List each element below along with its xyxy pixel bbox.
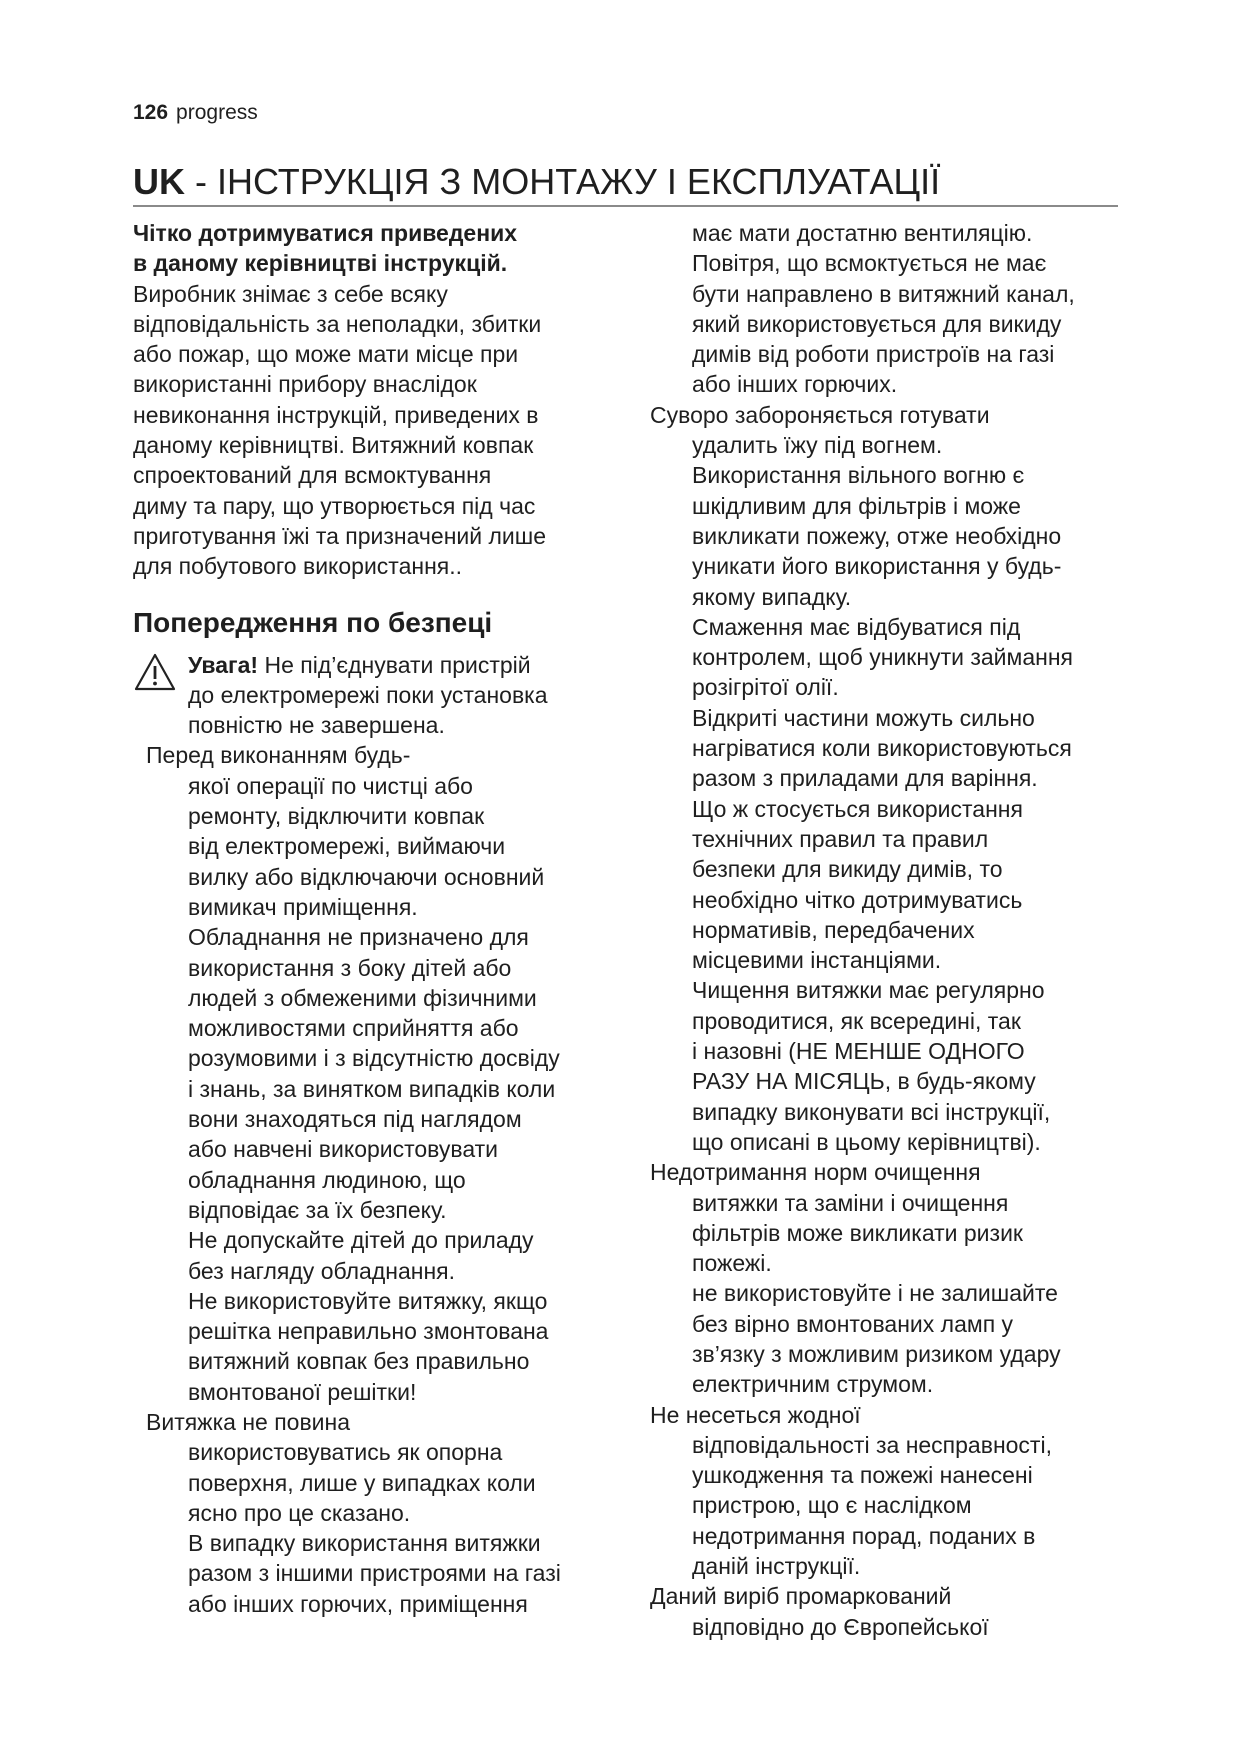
text-line: спроектований для всмоктування — [133, 462, 492, 489]
safety-paragraph — [650, 1581, 1120, 1642]
text-line: ушкодження та пожежі нанесені — [692, 1462, 1033, 1489]
text-line: або інших горючих. — [692, 371, 898, 398]
safety-paragraph — [146, 1286, 603, 1407]
text-line: можливостями сприйняття або — [188, 1015, 519, 1042]
language-code: UK — [133, 161, 185, 202]
text-line: і назовні (НЕ МЕНШЕ ОДНОГО — [692, 1038, 1025, 1065]
text-line: Що ж стосується використання — [692, 795, 1023, 822]
text-line: від електромережі, виймаючи — [188, 833, 506, 860]
text-line: Не несеться жодної — [650, 1401, 861, 1428]
text-line: зв’язку з можливим ризиком удару — [692, 1340, 1061, 1367]
safety-paragraph — [650, 703, 1120, 794]
text-line: необхідно чітко дотримуватись — [692, 886, 1023, 913]
text-line: вилку або відключаючи основний — [188, 863, 545, 890]
text-line: разом з іншими пристроями на газі — [188, 1560, 561, 1587]
safety-paragraph — [146, 1225, 603, 1286]
text-line: має мати достатню вентиляцію. — [692, 220, 1033, 246]
text-line: решітка неправильно змонтована — [188, 1318, 549, 1345]
text-line: в даному керівництві інструкцій. — [133, 250, 508, 277]
safety-paragraph — [146, 922, 603, 1225]
text-line: ремонту, відключити ковпак — [188, 803, 485, 830]
text-line: викликати пожежу, отже необхідно — [692, 522, 1062, 549]
page-header — [133, 100, 258, 126]
right-column — [650, 218, 1120, 1642]
text-line: пристрою, що є наслідком — [692, 1492, 972, 1519]
text-line: Обладнання не призначено для — [188, 924, 529, 951]
text-line: шкідливим для фільтрів і може — [692, 492, 1021, 519]
text-line: людей з обмеженими фізичними — [188, 984, 537, 1011]
text-line: Даний виріб промаркований — [650, 1583, 952, 1610]
safety-paragraph — [650, 612, 1120, 703]
text-line: якої операції по чистці або — [188, 772, 473, 799]
text-line: даній інструкції. — [692, 1553, 861, 1580]
text-line: бути направлено в витяжний канал, — [692, 280, 1075, 307]
text-line: недотримання порад, поданих в — [692, 1522, 1036, 1549]
text-line: вмонтованої решітки! — [188, 1378, 417, 1405]
text-line: нормативів, передбачених — [692, 916, 975, 943]
intro-bold — [133, 218, 603, 279]
text-line: Використання вільного вогню є — [692, 462, 1025, 489]
text-line: витяжки та заміни і очищення — [692, 1189, 1009, 1216]
text-line: фільтрів може викликати ризик — [692, 1219, 1023, 1246]
text-line: безпеки для викиду димів, то — [692, 856, 1003, 883]
text-line: проводитися, як всередині, так — [692, 1007, 1021, 1034]
title-divider — [133, 205, 1118, 207]
text-line: що описані в цьому керівництві). — [692, 1128, 1041, 1155]
text-line: диму та пару, що утворюється під час — [133, 492, 536, 519]
text-line: приготування їжі та призначений лише — [133, 522, 546, 549]
safety-paragraph — [146, 1528, 603, 1619]
text-line: Недотримання норм очищення — [650, 1159, 981, 1186]
text-line: обладнання людиною, що — [188, 1166, 466, 1193]
text-line: ясно про це сказано. — [188, 1499, 411, 1526]
text-line: удалить їжу під вогнем. — [692, 432, 943, 459]
text-line: розумовими і з відсутністю досвіду — [188, 1045, 560, 1072]
text-line: уникати його використання у будь- — [692, 553, 1062, 580]
safety-paragraph — [650, 400, 1120, 612]
text-line: без нагляду обладнання. — [188, 1257, 456, 1284]
text-line: і знань, за винятком випадків коли — [188, 1075, 556, 1102]
title-text: - ІНСТРУКЦІЯ З МОНТАЖУ І ЕКСПЛУАТАЦІЇ — [185, 161, 941, 202]
text-line: Не використовуйте витяжку, якщо — [188, 1287, 548, 1314]
text-line: який використовується для викиду — [692, 310, 1062, 337]
text-line: розігрітої олії. — [692, 674, 839, 701]
safety-paragraph — [146, 1407, 603, 1528]
intro-paragraph — [133, 279, 603, 582]
text-line: відповідає за їх безпеку. — [188, 1196, 447, 1223]
text-line: даному керівництві. Витяжний ковпак — [133, 432, 534, 459]
text-line: електричним струмом. — [692, 1371, 934, 1398]
warning-label: Увага! — [188, 651, 259, 678]
brand-name: progress — [176, 101, 258, 124]
text-line: пожежі. — [692, 1250, 772, 1277]
text-line: місцевими інстанціями. — [692, 947, 942, 974]
safety-paragraph — [650, 1157, 1120, 1278]
text-line: повністю не завершена. — [188, 712, 445, 739]
text-line: витяжний ковпак без правильно — [188, 1348, 530, 1375]
left-column — [133, 218, 603, 1619]
section-title: Попередження по безпеці — [133, 606, 493, 638]
text-line: використанні прибору внаслідок — [133, 371, 477, 398]
text-line: поверхня, лише у випадках коли — [188, 1469, 536, 1496]
page-title — [133, 160, 1118, 204]
text-line: димів від роботи пристроїв на газі — [692, 341, 1055, 368]
text-line: Чітко дотримуватися приведених — [133, 220, 518, 246]
text-line: Відкриті частини можуть сильно — [692, 704, 1035, 731]
safety-paragraph — [650, 975, 1120, 1157]
text-line: Повітря, що всмоктується не має — [692, 250, 1047, 277]
text-line: Смаження має відбуватися під — [692, 613, 1021, 640]
text-line: Не допускайте дітей до приладу — [188, 1227, 534, 1254]
text-line: РАЗУ НА МІСЯЦЬ, в будь-якому — [692, 1068, 1036, 1095]
text-line: Витяжка не повина — [146, 1408, 351, 1435]
text-line: Перед виконанням будь- — [146, 742, 411, 769]
text-line: вони знаходяться під наглядом — [188, 1106, 522, 1133]
text-line: вимикач приміщення. — [188, 893, 418, 920]
text-line: технічних правил та правил — [692, 825, 989, 852]
text-line: В випадку використання витяжки — [188, 1530, 541, 1557]
text-line: Суворо забороняється готувати — [650, 401, 990, 428]
text-line: Виробник знімає з себе всяку — [133, 280, 448, 307]
text-line: використання з боку дітей або — [188, 954, 512, 981]
text-line: контролем, щоб уникнути займання — [692, 644, 1073, 671]
safety-paragraph — [650, 1278, 1120, 1399]
text-line: відповідальності за несправності, — [692, 1431, 1052, 1458]
text-line: використовуватись як опорна — [188, 1439, 503, 1466]
text-line: якому випадку. — [692, 583, 852, 610]
text-line: для побутового використання.. — [133, 553, 463, 580]
safety-paragraph — [650, 794, 1120, 976]
page-number: 126 — [133, 101, 169, 124]
warning-icon — [133, 652, 177, 692]
safety-paragraph — [650, 1400, 1120, 1582]
warning-first-line — [188, 650, 603, 680]
safety-paragraph — [146, 740, 603, 922]
text-line: до електромережі поки установка — [188, 681, 548, 708]
warning-text: Не під’єднувати пристрій — [258, 651, 531, 678]
warning-block — [133, 650, 603, 741]
text-line: невиконання інструкцій, приведених в — [133, 401, 539, 428]
text-line: не використовуйте і не залишайте — [692, 1280, 1058, 1307]
safety-paragraph-continued — [650, 218, 1120, 400]
text-line: випадку виконувати всі інструкції, — [692, 1098, 1051, 1125]
text-line: без вірно вмонтованих ламп у — [692, 1310, 1014, 1337]
text-line: разом з приладами для варіння. — [692, 765, 1038, 792]
text-line: Чищення витяжки має регулярно — [692, 977, 1045, 1004]
text-line: відповідальність за неполадки, збитки — [133, 310, 542, 337]
text-line: відповідно до Європейської — [692, 1613, 989, 1640]
text-line: або інших горючих, приміщення — [188, 1590, 528, 1617]
text-line: нагріватися коли використовуються — [692, 735, 1072, 762]
text-line: або навчені використовувати — [188, 1136, 499, 1163]
text-line: або пожар, що може мати місце при — [133, 341, 519, 368]
